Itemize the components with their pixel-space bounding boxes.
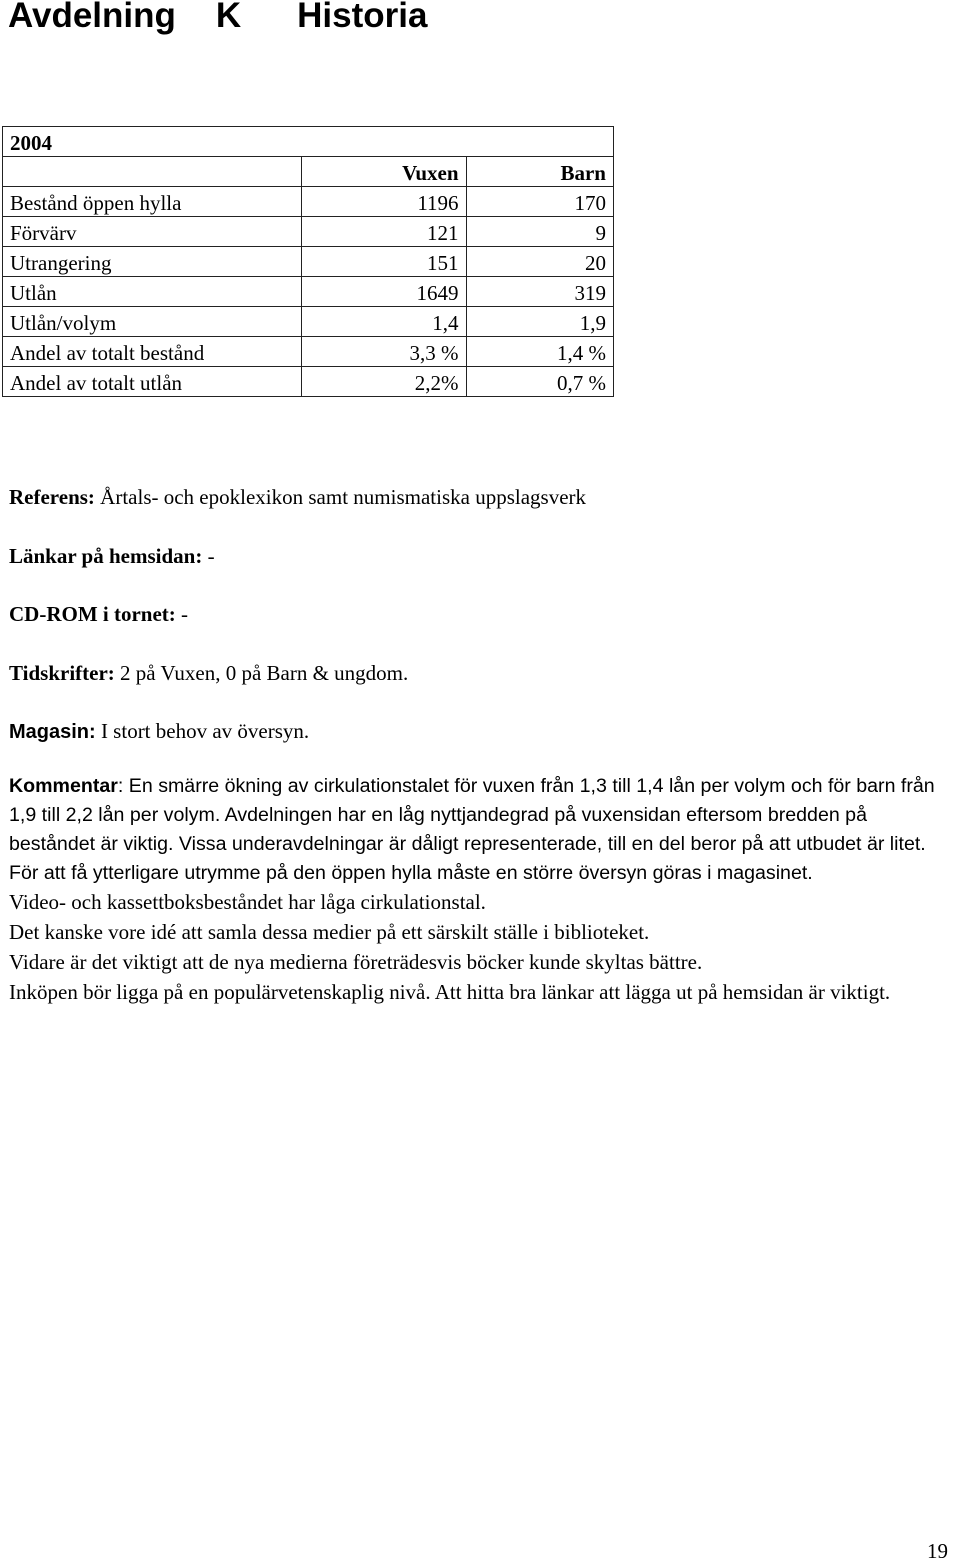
cell-vuxen: 1649	[302, 277, 467, 307]
page-heading	[8, 0, 427, 38]
info-label: Länkar på hemsidan:	[9, 543, 203, 568]
table-row	[3, 307, 614, 337]
table-header-row	[3, 157, 614, 187]
info-value: -	[175, 602, 189, 626]
page-number: 19	[927, 1539, 948, 1563]
info-label: CD-ROM i tornet:	[9, 602, 176, 626]
comment-text: : En smärre ökning av cirkulationstalet för vuxen från 1,3 till 1,4 lån per volym och för barn från 1,9 till 2,2 lån per volym. Avdelningen har en låg nyttjandegrad på vuxensidan eftersom bredden på beståndet är viktig. Vissa underavdelningar är dåligt representerade, till en del beror på att utbudet är litet. För att få ytterligare utrymme på den öppen hylla måste en större översyn göras i magasinet.	[9, 775, 935, 884]
cell-barn: 1,9	[466, 307, 613, 337]
column-header-vuxen: Vuxen	[302, 157, 467, 187]
cell-vuxen: 1196	[302, 187, 467, 217]
info-label: Tidskrifter:	[9, 660, 115, 685]
row-label: Utlån/volym	[3, 307, 302, 337]
comment-line-video: Video- och kassettboksbeståndet har låga cirkulationstal.	[9, 890, 486, 914]
row-label: Bestånd öppen hylla	[3, 187, 302, 217]
heading-section: Avdelning	[8, 0, 176, 35]
cell-vuxen: 151	[302, 247, 467, 277]
table-year: 2004	[3, 127, 614, 157]
heading-department-letter: K	[215, 0, 242, 35]
info-section	[9, 482, 954, 775]
heading-subject: Historia	[297, 0, 428, 35]
info-tidskrifter	[9, 658, 954, 717]
column-header-barn: Barn	[466, 157, 613, 187]
info-label: Referens:	[9, 485, 95, 509]
table-row	[3, 217, 614, 247]
info-value: 2 på Vuxen, 0 på Barn & ungdom.	[114, 660, 409, 685]
info-label: Magasin:	[9, 721, 96, 743]
cell-barn: 319	[466, 277, 613, 307]
cell-vuxen: 3,3 %	[302, 337, 467, 367]
cell-vuxen: 1,4	[302, 307, 467, 337]
info-lankar	[9, 541, 954, 600]
row-label: Förvärv	[3, 217, 302, 247]
row-label: Utlån	[3, 277, 302, 307]
info-cdrom	[9, 599, 954, 658]
comment-line-vidare: Vidare är det viktigt att de nya medierna företrädesvis böcker kunde skyltas bättre.	[9, 950, 703, 974]
cell-barn: 9	[466, 217, 613, 247]
info-value: Årtals- och epoklexikon samt numismatiska uppslagsverk	[94, 485, 587, 509]
cell-barn: 170	[466, 187, 613, 217]
table-header-empty	[3, 157, 302, 187]
table-row	[3, 277, 614, 307]
table-row	[3, 367, 614, 397]
cell-barn: 1,4 %	[466, 337, 613, 367]
info-value: -	[202, 543, 215, 568]
info-magasin	[9, 716, 954, 775]
cell-vuxen: 121	[302, 217, 467, 247]
row-label: Utrangering	[3, 247, 302, 277]
comment-line-media: Det kanske vore idé att samla dessa medier på ett särskilt ställe i biblioteket.	[9, 920, 650, 944]
statistics-table	[2, 126, 614, 397]
comment-label: Kommentar	[9, 775, 118, 797]
row-label: Andel av totalt bestånd	[3, 337, 302, 367]
cell-vuxen: 2,2%	[302, 367, 467, 397]
info-value: I stort behov av översyn.	[95, 719, 310, 743]
cell-barn: 0,7 %	[466, 367, 613, 397]
info-referens	[9, 482, 954, 541]
table-row	[3, 247, 614, 277]
cell-barn: 20	[466, 247, 613, 277]
table-row	[3, 187, 614, 217]
row-label: Andel av totalt utlån	[3, 367, 302, 397]
comment-line-inkop: Inköpen bör ligga på en populärvetenskaplig nivå. Att hitta bra länkar att lägga ut på hemsidan är viktigt.	[9, 980, 891, 1004]
table-row	[3, 337, 614, 367]
table-year-row	[3, 127, 614, 157]
comment-paragraph	[9, 772, 954, 1008]
